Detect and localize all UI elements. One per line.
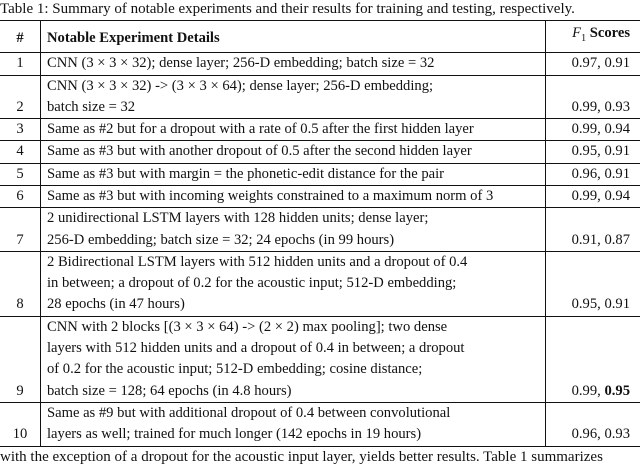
detail-line: Same as #9 but with additional dropout of 0.4 between convolutional xyxy=(47,403,539,424)
test-score: 0.93 xyxy=(604,426,630,442)
row-number: 5 xyxy=(0,163,41,185)
detail-line: Same as #3 but with incoming weights constrained to a maximum norm of 3 xyxy=(47,186,539,207)
detail-line: in between; a dropout of 0.2 for the acoustic input; 512-D embedding; xyxy=(47,273,539,294)
row-number: 1 xyxy=(0,53,41,75)
row-number: 8 xyxy=(0,251,41,316)
detail-line: layers with 512 hidden units and a dropout of 0.4 in between; a dropout xyxy=(47,338,539,359)
header-details: Notable Experiment Details xyxy=(41,21,546,53)
train-score: 0.95, xyxy=(572,296,601,312)
train-score: 0.99, xyxy=(572,121,601,137)
table-caption: Table 1: Summary of notable experiments and their results for training and testing, respectively. xyxy=(0,0,640,18)
row-number: 2 xyxy=(0,75,41,119)
row-number: 10 xyxy=(0,402,41,446)
train-score: 0.97, xyxy=(572,55,601,71)
train-score: 0.96, xyxy=(572,166,601,182)
test-score: 0.91 xyxy=(604,143,630,159)
table-row xyxy=(0,208,640,252)
row-details xyxy=(41,251,546,316)
detail-line: Same as #2 but for a dropout with a rate of 0.5 after the first hidden layer xyxy=(47,119,539,140)
row-scores xyxy=(546,163,640,185)
train-score: 0.91, xyxy=(572,232,601,248)
row-details xyxy=(41,208,546,252)
row-scores xyxy=(546,185,640,207)
test-score: 0.95 xyxy=(604,383,630,399)
table-row xyxy=(0,185,640,207)
row-scores xyxy=(546,402,640,446)
test-score: 0.91 xyxy=(604,55,630,71)
train-score: 0.99, xyxy=(572,99,601,115)
test-score: 0.91 xyxy=(604,296,630,312)
detail-line: 2 unidirectional LSTM layers with 128 hidden units; dense layer; xyxy=(47,208,539,229)
detail-line: Same as #3 but with margin = the phonetic-edit distance for the pair xyxy=(47,164,539,185)
detail-line: layers as well; trained for much longer (142 epochs in 19 hours) xyxy=(47,424,539,445)
row-scores xyxy=(546,53,640,75)
row-number: 3 xyxy=(0,119,41,141)
body-text-fragment: with the exception of a dropout for the acoustic input layer, yields better results. Table 1 summarizes xyxy=(0,448,640,466)
header-scores-sub: 1 xyxy=(581,33,586,44)
table-row xyxy=(0,53,640,75)
detail-line: CNN (3 × 3 × 32); dense layer; 256-D embedding; batch size = 32 xyxy=(47,53,539,74)
table-row xyxy=(0,402,640,446)
test-score: 0.93 xyxy=(604,99,630,115)
row-scores xyxy=(546,208,640,252)
row-scores xyxy=(546,251,640,316)
test-score: 0.94 xyxy=(604,188,630,204)
detail-line: of 0.2 for the acoustic input; 512-D embedding; cosine distance; xyxy=(47,359,539,380)
experiments-table xyxy=(0,20,640,447)
row-details xyxy=(41,53,546,75)
train-score: 0.99, xyxy=(572,383,601,399)
test-score: 0.87 xyxy=(604,232,630,248)
detail-line: 2 Bidirectional LSTM layers with 512 hidden units and a dropout of 0.4 xyxy=(47,252,539,273)
row-details xyxy=(41,119,546,141)
row-scores xyxy=(546,75,640,119)
row-number: 4 xyxy=(0,141,41,163)
table-row xyxy=(0,141,640,163)
row-scores xyxy=(546,316,640,402)
table-row xyxy=(0,163,640,185)
table-header-row xyxy=(0,21,640,53)
row-number: 7 xyxy=(0,208,41,252)
row-scores xyxy=(546,141,640,163)
row-details xyxy=(41,316,546,402)
row-details xyxy=(41,141,546,163)
train-score: 0.96, xyxy=(572,426,601,442)
header-scores xyxy=(546,21,640,53)
table-row xyxy=(0,75,640,119)
table-row xyxy=(0,316,640,402)
row-details xyxy=(41,163,546,185)
test-score: 0.91 xyxy=(604,166,630,182)
detail-line: batch size = 32 xyxy=(47,97,539,118)
train-score: 0.95, xyxy=(572,143,601,159)
header-scores-label: Scores xyxy=(590,25,630,41)
row-details xyxy=(41,402,546,446)
table-row xyxy=(0,251,640,316)
row-details xyxy=(41,75,546,119)
header-number: # xyxy=(0,21,41,53)
header-scores-var: F xyxy=(572,25,581,41)
test-score: 0.94 xyxy=(604,121,630,137)
table-row xyxy=(0,119,640,141)
row-details xyxy=(41,185,546,207)
detail-line: batch size = 128; 64 epochs (in 4.8 hours) xyxy=(47,381,539,402)
detail-line: 256-D embedding; batch size = 32; 24 epochs (in 99 hours) xyxy=(47,230,539,251)
train-score: 0.99, xyxy=(572,188,601,204)
detail-line: Same as #3 but with another dropout of 0.5 after the second hidden layer xyxy=(47,141,539,162)
detail-line: CNN (3 × 3 × 32) -> (3 × 3 × 64); dense layer; 256-D embedding; xyxy=(47,76,539,97)
detail-line: CNN with 2 blocks [(3 × 3 × 64) -> (2 × 2) max pooling]; two dense xyxy=(47,317,539,338)
detail-line: 28 epochs (in 47 hours) xyxy=(47,294,539,315)
row-number: 9 xyxy=(0,316,41,402)
row-number: 6 xyxy=(0,185,41,207)
row-scores xyxy=(546,119,640,141)
